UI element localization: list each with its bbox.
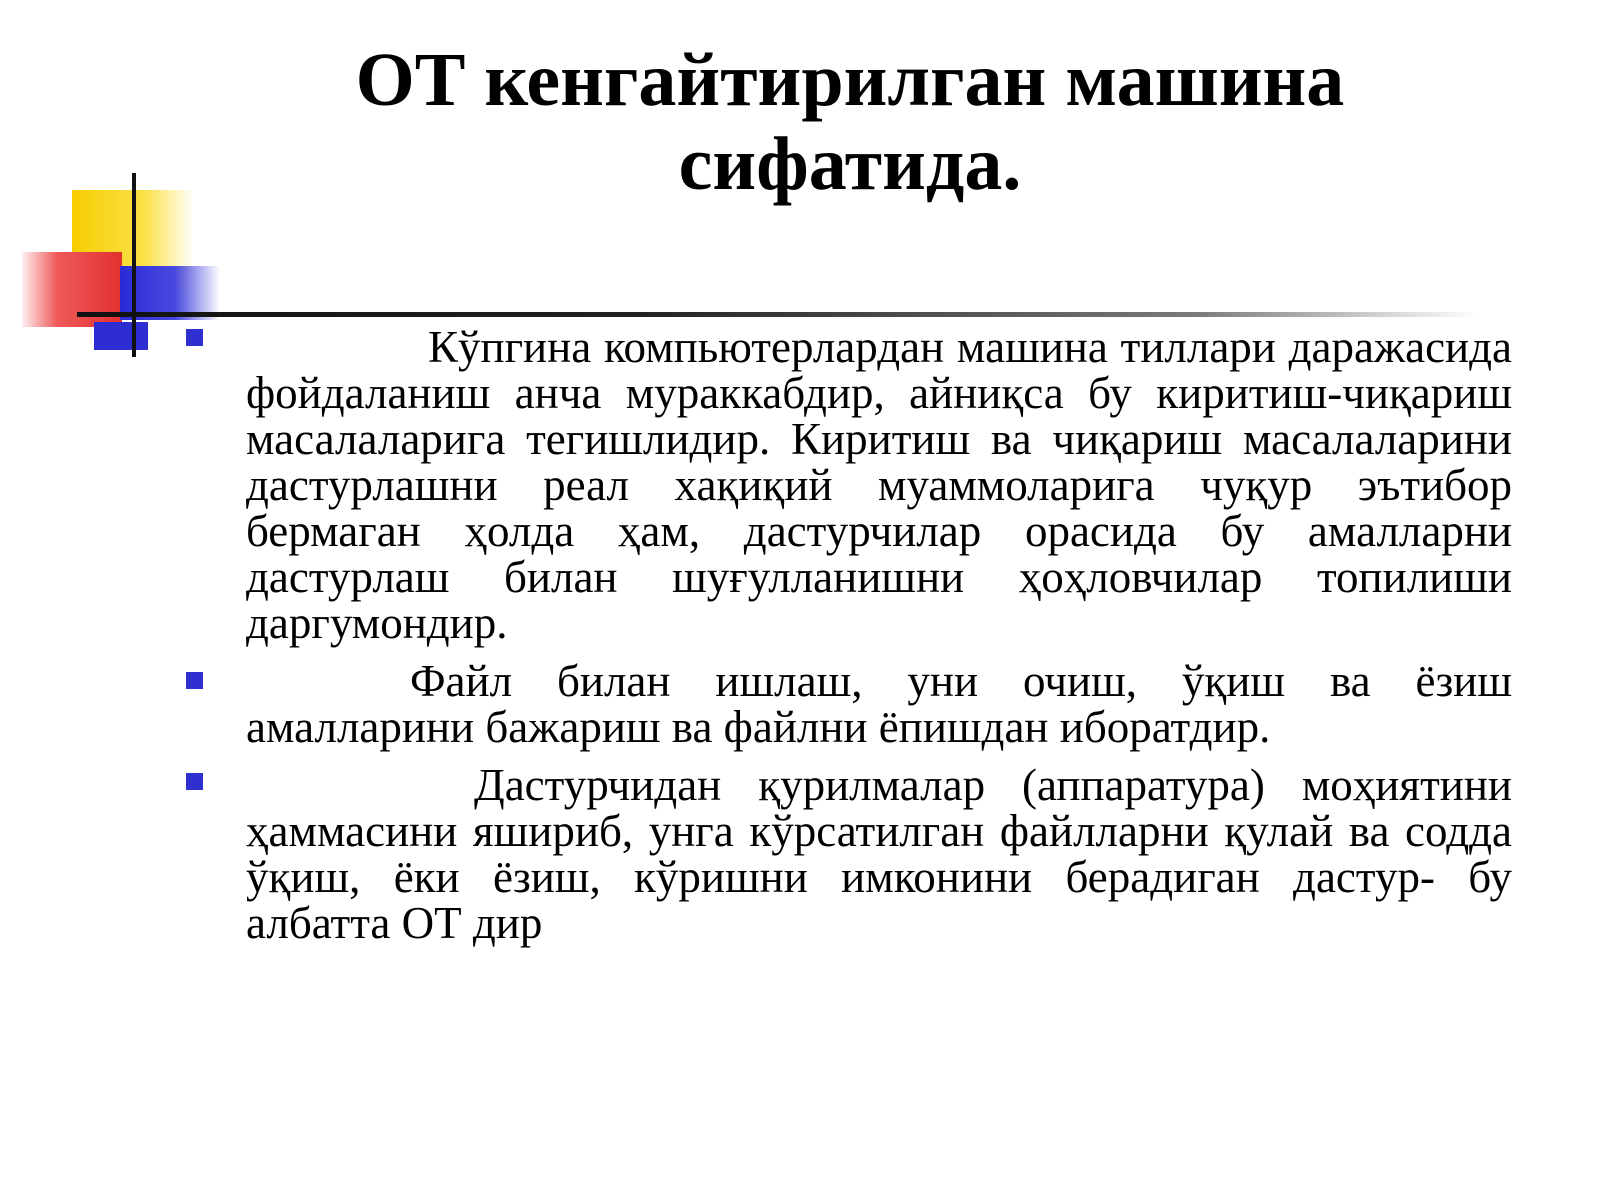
horizontal-divider-line: [77, 312, 1477, 317]
square-bullet-icon: [186, 672, 203, 689]
bullet-text: Кўпгина компьютерлардан машина тиллари даражасида фойдаланиш анча мураккабдир, айниқса бу киритиш-чиқариш масалаларига тегишлидир. Киритиш ва чиқариш масалаларини дастурлашни реал хақиқий муаммоларига чуқур эътибор бермаган ҳолда ҳам, дастурчилар орасида бу амалларни дастурлаш билан шуғулланишни ҳоҳловчилар топилиши даргумондир.: [246, 322, 1512, 648]
small-blue-square-shape: [94, 322, 148, 350]
square-bullet-icon: [186, 773, 203, 790]
square-bullet-icon: [186, 329, 203, 346]
bullet-text: Дастурчидан қурилмалар (аппаратура) моҳиятини ҳаммасини яшириб, унга кўрсатилган файлларни қулай ва содда ўқиш, ёки ёзиш, кўришни имконини берадиган дастур- бу албатта ОТ дир: [246, 760, 1512, 948]
bullet-item: [186, 324, 1512, 646]
vertical-divider-line: [132, 173, 136, 357]
bullet-item: [186, 658, 1512, 750]
slide-title: ОТ кенгайтирилган машина сифатида.: [355, 38, 1345, 206]
bullet-item: [186, 762, 1512, 946]
decorative-squares: [0, 0, 260, 380]
bullet-text: Файл билан ишлаш, уни очиш, ўқиш ва ёзиш амалларини бажариш ва файлни ёпишдан иборатдир.: [246, 656, 1512, 752]
bullet-list: [186, 324, 1512, 958]
